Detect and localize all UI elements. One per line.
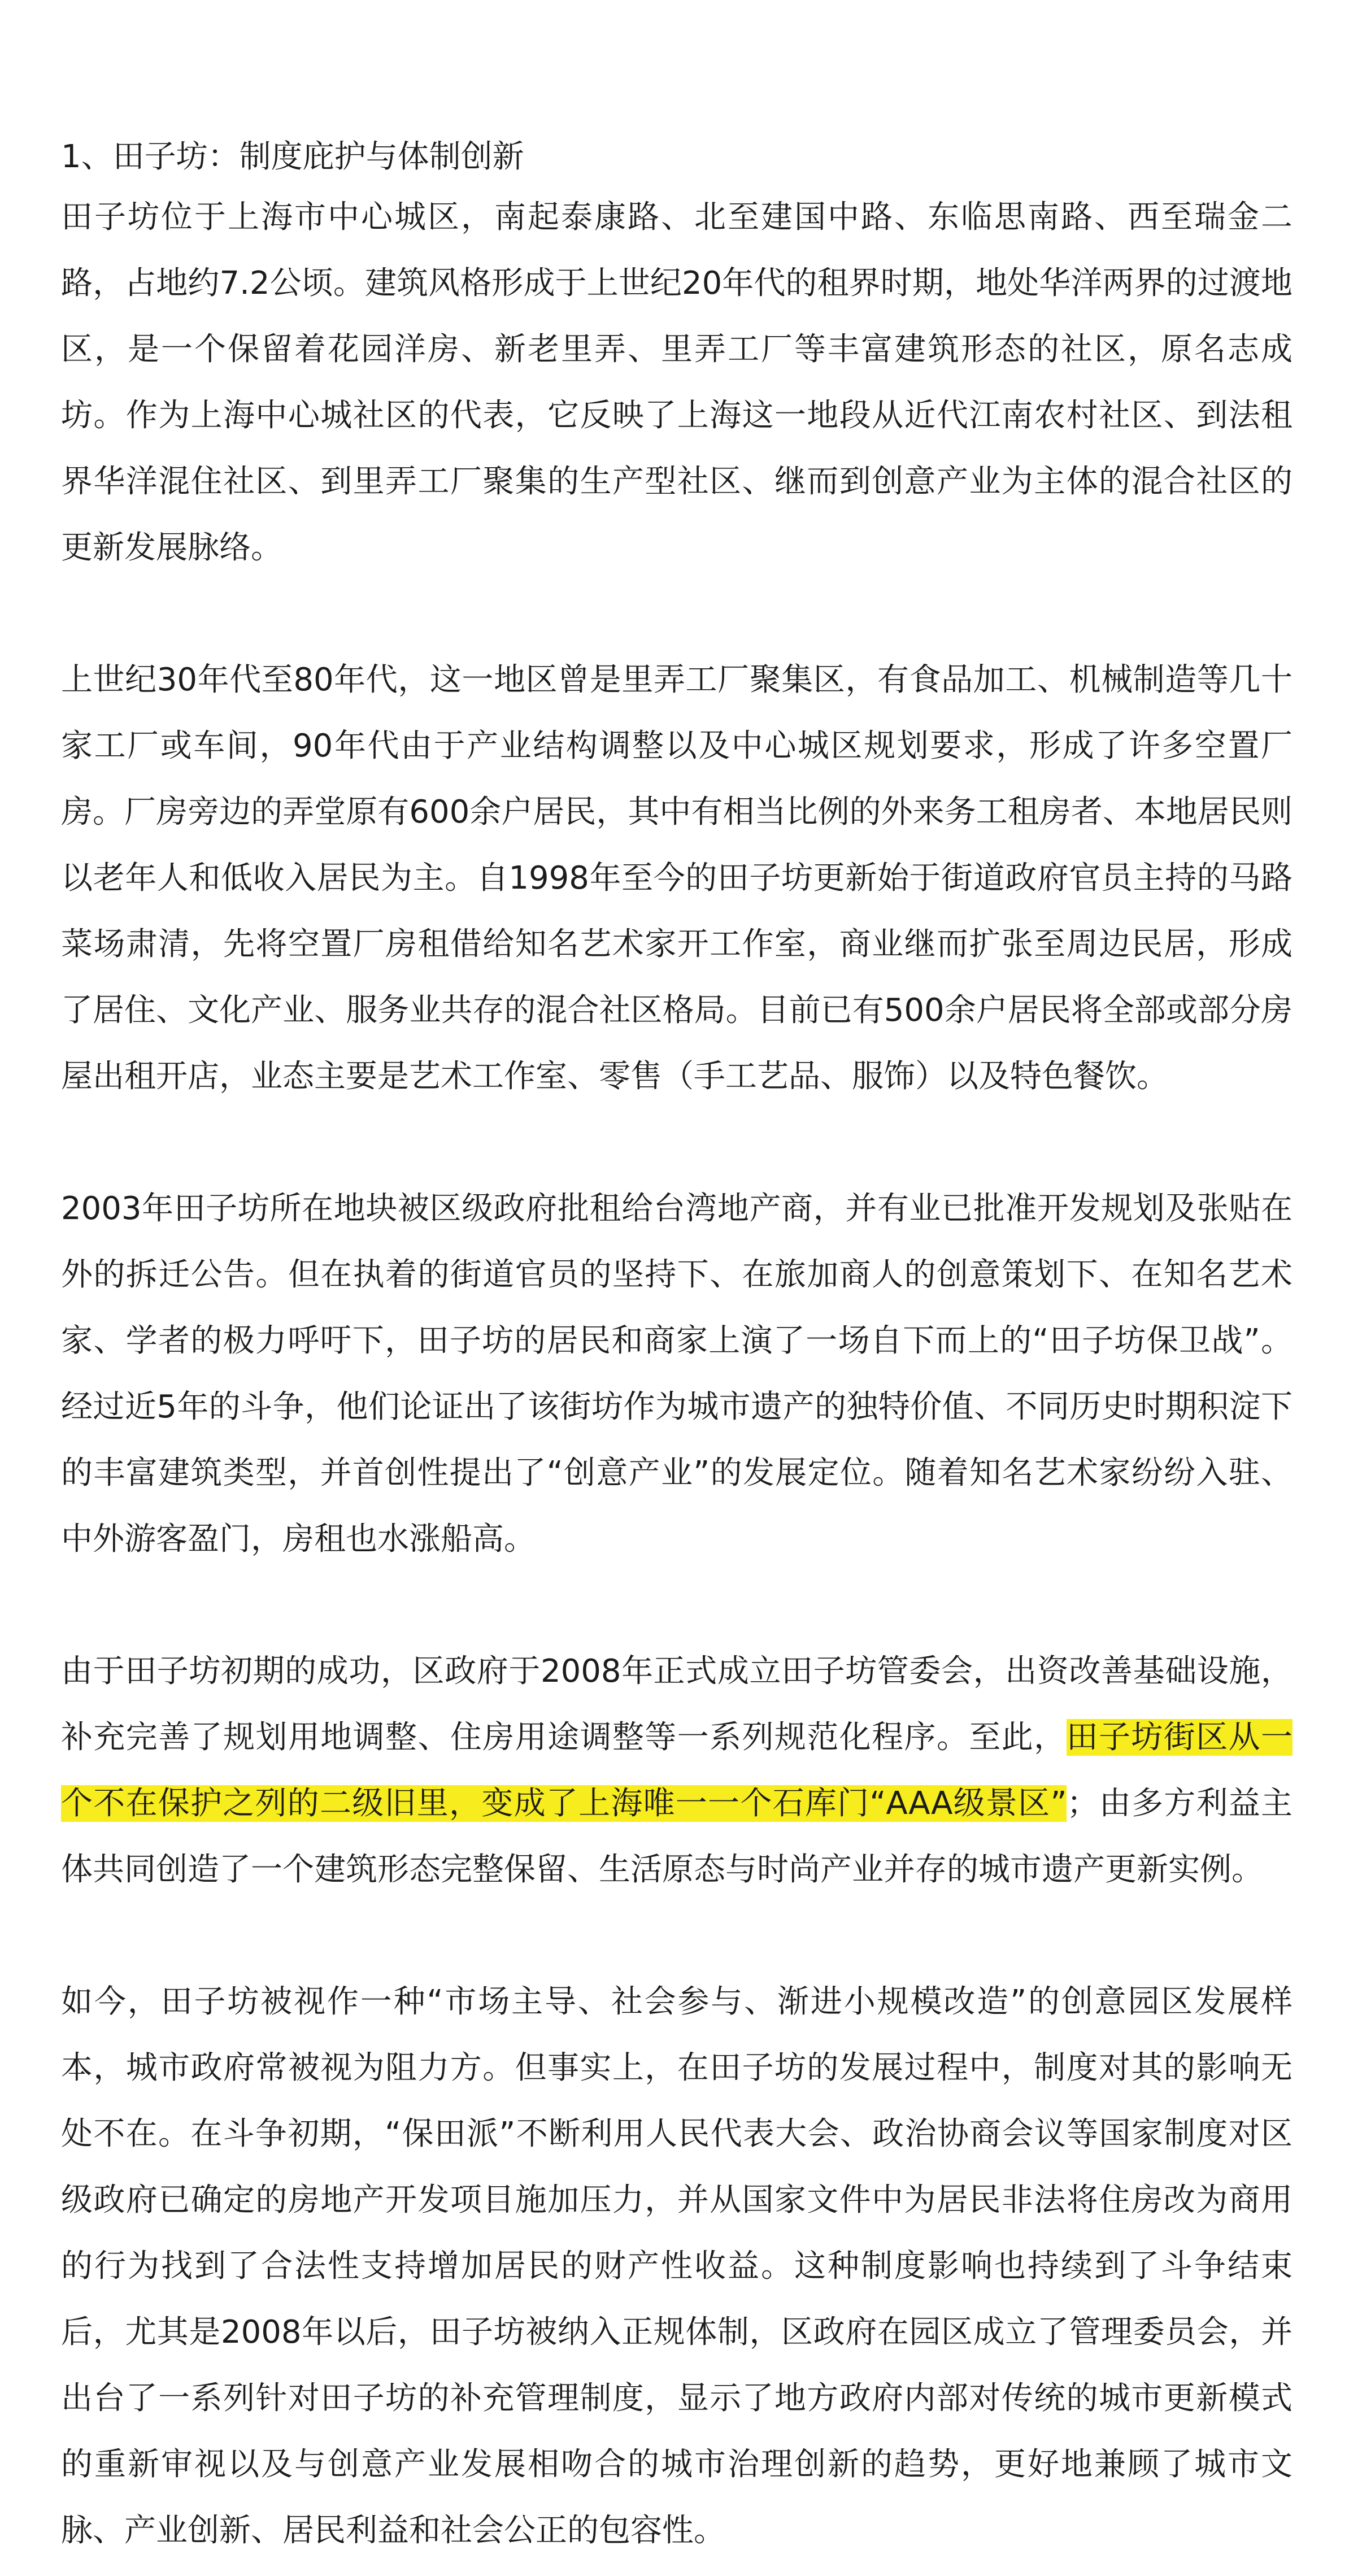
paragraph-history: 上世纪30年代至80年代，这一地区曾是里弄工厂聚集区，有食品加工、机械制造等几十家工厂或车间，90年代由于产业结构调整以及中心城区规划要求，形成了许多空置厂房。厂房旁边的弄堂原有600余户居民，其中有相当比例的外来务工租房者、本地居民则以老年人和低收入居民为主。自1998年至今的田子坊更新始于街道政府官员主持的马路菜场肃清，先将空置厂房租借给知名艺术家开工作室，商业继而扩张至周边民居，形成了居住、文化产业、服务业共存的混合社区格局。目前已有500余户居民将全部或部分房屋出租开店，业态主要是艺术工作室、零售（手工艺品、服饰）以及特色餐饮。: [61, 662, 1293, 1095]
paragraph-committee-before: 由于田子坊初期的成功，区政府于2008年正式成立田子坊管委会，出资改善基础设施，补充完善了规划用地调整、住房用途调整等一系列规范化程序。至此，: [61, 1653, 1293, 1756]
document-page: [61, 130, 1293, 2564]
paragraph-defense: 2003年田子坊所在地块被区级政府批租给台湾地产商，并有业已批准开发规划及张贴在外的拆迁公告。但在执着的街道官员的坚持下、在旅加商人的创意策划下、在知名艺术家、学者的极力呼吁下，田子坊的居民和商家上演了一场自下而上的“田子坊保卫战”。经过近5年的斗争，他们论证出了该街坊作为城市遗产的独特价值、不同历史时期积淀下的丰富建筑类型，并首创性提出了“创意产业”的发展定位。随着知名艺术家纷纷入驻、中外游客盈门，房租也水涨船高。: [61, 1190, 1293, 1557]
paragraph-location: 田子坊位于上海市中心城区，南起泰康路、北至建国中路、东临思南路、西至瑞金二路，占地约7.2公顷。建筑风格形成于上世纪20年代的租界时期，地处华洋两界的过渡地区，是一个保留着花园洋房、新老里弄、里弄工厂等丰富建筑形态的社区，原名志成坊。作为上海中心城社区的代表，它反映了上海这一地段从近代江南农村社区、到法租界华洋混住社区、到里弄工厂聚集的生产型社区、继而到创意产业为主体的混合社区的更新发展脉络。: [61, 199, 1293, 566]
highlighted-text: 田子坊街区从一个不在保护之列的二级旧里，变成了上海唯一一个石库门“AAA级景区”: [61, 1719, 1293, 1822]
paragraph-committee-after: ；由多方利益主体共同创造了一个建筑形态完整保留、生活原态与时尚产业并存的城市遗产更新实例。: [61, 1785, 1293, 1888]
paragraph-institution: 如今，田子坊被视作一种“市场主导、社会参与、渐进小规模改造”的创意园区发展样本，城市政府常被视为阻力方。但事实上，在田子坊的发展过程中，制度对其的影响无处不在。在斗争初期，“保田派”不断利用人民代表大会、政治协商会议等国家制度对区级政府已确定的房地产开发项目施加压力，并从国家文件中为居民非法将住房改为商用的行为找到了合法性支持增加居民的财产性收益。这种制度影响也持续到了斗争结束后，尤其是2008年以后，田子坊被纳入正规体制，区政府在园区成立了管理委员会，并出台了一系列针对田子坊的补充管理制度，显示了地方政府内部对传统的城市更新模式的重新审视以及与创意产业发展相吻合的城市治理创新的趋势，更好地兼顾了城市文脉、产业创新、居民利益和社会公正的包容性。: [61, 1983, 1293, 2549]
paragraph-committee: [61, 1638, 1293, 1903]
section-title: 1、田子坊：制度庇护与体制创新: [61, 138, 524, 175]
